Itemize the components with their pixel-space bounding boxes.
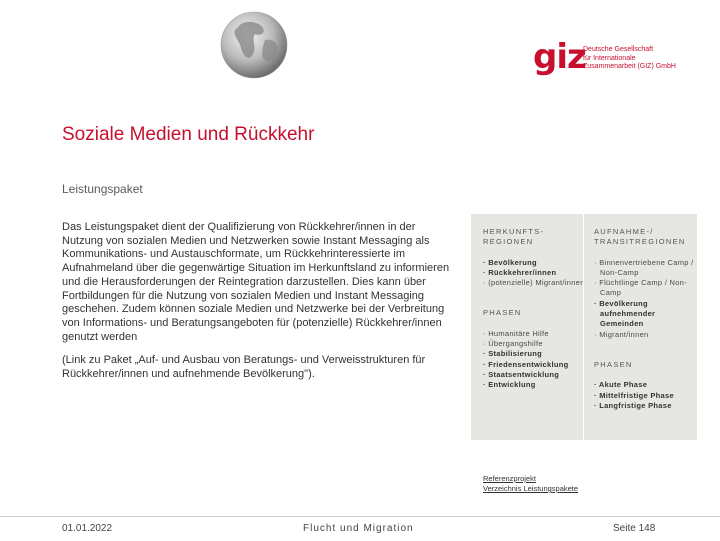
list-item: · Bevölkerung aufnehmender Gemeinden bbox=[594, 299, 698, 330]
logo-line: Deutsche Gesellschaft bbox=[583, 46, 654, 53]
list-item: · Friedensentwicklung bbox=[483, 360, 587, 370]
body-paragraph: Das Leistungspaket dient der Qualifizierung von Rückkehrer/innen in der Nutzung von sozialen Medien und Netzwerken sowie Instant Messaging als Kommunikations- und Austauschformate, um Rückkehrinteressierte im Aufnahmeland über die gegenwärtige Situation im Herkunftsland zu informieren und die Herausforderungen der Reintegration darzustellen. Dies kann über Fortbildungen für die Nutzung von sozialen Medien und Instant Messaging geschehen. Zudem können soziale Medien und Netzwerke bei der Verbreitung von Informations- und Beratungsangeboten für (potenzielle) Rückkehrer/innen genutzt werden bbox=[62, 221, 450, 343]
list-item: · Bevölkerung bbox=[483, 258, 587, 268]
list-item: · Flüchtlinge Camp / Non-Camp bbox=[594, 278, 698, 299]
logo-wordmark: giz bbox=[533, 37, 586, 77]
list-item: · Mittelfristige Phase bbox=[594, 391, 698, 401]
list-item: · Akute Phase bbox=[594, 380, 698, 390]
list-item: · Migrant/innen bbox=[594, 330, 698, 340]
logo-tagline bbox=[583, 46, 713, 72]
list-item: · Stabilisierung bbox=[483, 349, 587, 359]
list-item: · Entwicklung bbox=[483, 380, 587, 390]
list-item: · Rückkehrer/innen bbox=[483, 268, 587, 278]
info-panel bbox=[471, 214, 697, 440]
phases-list bbox=[483, 329, 587, 391]
page-number: Seite 148 bbox=[613, 523, 656, 534]
list-item: · Staatsentwicklung bbox=[483, 370, 587, 380]
list-item: · (potenzielle) Migrant/innen bbox=[483, 278, 587, 288]
phases-heading: PHASEN bbox=[483, 308, 522, 318]
column-heading: AUFNAHME-/ TRANSITREGIONEN bbox=[594, 227, 686, 247]
list-item: · Übergangshilfe bbox=[483, 339, 587, 349]
logo-line: Zusammenarbeit (GIZ) GmbH bbox=[583, 63, 676, 70]
page-subtitle: Leistungspaket bbox=[62, 182, 143, 196]
target-group-list bbox=[483, 258, 587, 289]
phases-heading: PHASEN bbox=[594, 359, 633, 369]
list-item: · Humanitäre Hilfe bbox=[483, 329, 587, 339]
body-text bbox=[62, 221, 450, 392]
globe-image bbox=[219, 10, 289, 80]
footer-date: 01.01.2022 bbox=[62, 523, 113, 534]
panel-column-host bbox=[583, 214, 698, 440]
body-paragraph-link-note: (Link zu Paket „Auf- und Ausbau von Beratungs- und Verweisstrukturen für Rückkehrer/innen und aufnehmende Bevölkerung"). bbox=[62, 354, 426, 381]
reference-links bbox=[483, 474, 578, 494]
panel-column-origin bbox=[471, 214, 587, 391]
phases-list bbox=[594, 380, 698, 411]
page-title: Soziale Medien und Rückkehr bbox=[62, 124, 315, 145]
footer bbox=[0, 516, 720, 541]
logo-line: für Internationale bbox=[583, 54, 636, 62]
list-item: · Binnenvertriebene Camp / Non-Camp bbox=[594, 258, 698, 279]
target-group-list bbox=[594, 258, 698, 340]
column-heading: HERKUNFTS-REGIONEN bbox=[483, 227, 545, 247]
list-item: · Langfristige Phase bbox=[594, 401, 698, 411]
package-directory-link[interactable]: Verzeichnis Leistungspakete bbox=[483, 484, 579, 493]
footer-topic: Flucht und Migration bbox=[303, 523, 414, 534]
reference-project-link[interactable]: Referenzprojekt bbox=[483, 474, 536, 483]
